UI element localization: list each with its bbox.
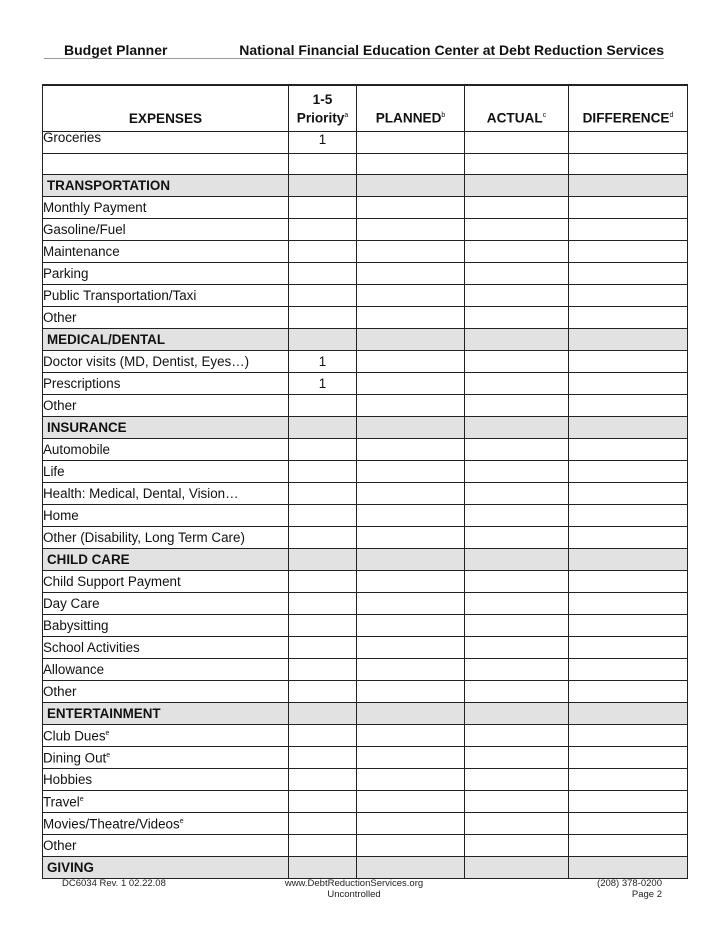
priority-cell[interactable] (289, 241, 357, 263)
expense-label (43, 154, 289, 175)
difference-cell[interactable] (569, 263, 688, 285)
actual-cell[interactable] (465, 659, 569, 681)
expense-label-text: Other (Disability, Long Term Care) (43, 529, 245, 545)
expense-label (43, 197, 289, 219)
table-row (43, 285, 688, 307)
expense-label (43, 461, 289, 483)
difference-cell[interactable] (569, 219, 688, 241)
difference-cell[interactable] (569, 637, 688, 659)
planned-cell[interactable] (357, 813, 465, 835)
section-row (43, 703, 688, 725)
planned-cell[interactable] (357, 571, 465, 593)
difference-cell[interactable] (569, 241, 688, 263)
priority-cell (289, 703, 357, 725)
planned-cell[interactable] (357, 351, 465, 373)
priority-cell (289, 549, 357, 571)
difference-cell[interactable] (569, 461, 688, 483)
planned-cell[interactable] (357, 132, 465, 154)
section-label (43, 329, 289, 351)
table-row (43, 483, 688, 505)
actual-cell[interactable] (465, 241, 569, 263)
table-row (43, 681, 688, 703)
expense-label (43, 769, 289, 791)
expense-label (43, 219, 289, 241)
priority-cell (289, 857, 357, 879)
control-status: Uncontrolled (327, 889, 381, 900)
difference-cell[interactable] (569, 483, 688, 505)
priority-cell[interactable] (289, 571, 357, 593)
planned-cell[interactable] (357, 241, 465, 263)
priority-cell[interactable]: 1 (289, 373, 357, 395)
expense-label (43, 505, 289, 527)
difference-cell[interactable] (569, 615, 688, 637)
actual-cell[interactable] (465, 373, 569, 395)
section-label (43, 417, 289, 439)
expense-label-text: Other (43, 309, 77, 325)
table-row (43, 769, 688, 791)
table-row (43, 395, 688, 417)
page-footer (58, 878, 668, 908)
table-row (43, 132, 688, 154)
planned-cell[interactable] (357, 197, 465, 219)
table-row (43, 593, 688, 615)
expense-label-text: Maintenance (43, 243, 120, 259)
table-row (43, 527, 688, 549)
planned-cell[interactable] (357, 615, 465, 637)
expense-label-text: Other (43, 397, 77, 413)
expense-label (43, 307, 289, 329)
planned-cell[interactable] (357, 593, 465, 615)
expense-label (43, 439, 289, 461)
actual-cell[interactable] (465, 747, 569, 769)
expense-label-text: Doctor visits (MD, Dentist, Eyes…) (43, 353, 250, 369)
column-header-expenses: EXPENSES (43, 85, 289, 132)
expense-label-text: Public Transportation/Taxi (43, 287, 197, 303)
actual-cell[interactable] (465, 351, 569, 373)
actual-cell[interactable] (465, 681, 569, 703)
planned-cell[interactable] (357, 439, 465, 461)
priority-cell[interactable] (289, 659, 357, 681)
priority-cell[interactable] (289, 681, 357, 703)
actual-cell (465, 329, 569, 351)
section-row (43, 417, 688, 439)
section-label (43, 549, 289, 571)
expense-label-text: Home (43, 507, 79, 523)
difference-cell[interactable] (569, 395, 688, 417)
form-revision: DC6034 Rev. 1 02.22.08 (62, 878, 166, 889)
planned-cell (357, 549, 465, 571)
table-row (43, 813, 688, 835)
table-row (43, 747, 688, 769)
difference-cell[interactable] (569, 132, 688, 154)
expense-label-text: Parking (43, 265, 89, 281)
priority-cell (289, 417, 357, 439)
difference-cell (569, 703, 688, 725)
planned-cell[interactable] (357, 461, 465, 483)
priority-cell[interactable] (289, 197, 357, 219)
actual-cell[interactable] (465, 835, 569, 857)
section-row (43, 329, 688, 351)
expense-label-text: Movies/Theatre/Videos (43, 816, 180, 832)
planned-cell (357, 175, 465, 197)
expense-label-text: Monthly Payment (43, 199, 147, 215)
difference-cell[interactable] (569, 725, 688, 747)
planned-cell[interactable] (357, 681, 465, 703)
planned-cell (357, 857, 465, 879)
difference-cell[interactable] (569, 197, 688, 219)
priority-cell[interactable]: 1 (289, 132, 357, 154)
priority-cell[interactable] (289, 483, 357, 505)
planned-cell[interactable] (357, 373, 465, 395)
actual-cell[interactable] (465, 395, 569, 417)
priority-cell[interactable] (289, 263, 357, 285)
expense-label-text: Life (43, 463, 65, 479)
priority-cell[interactable] (289, 439, 357, 461)
actual-cell[interactable] (465, 439, 569, 461)
actual-cell[interactable] (465, 637, 569, 659)
expense-label-text: Hobbies (43, 771, 93, 787)
section-row (43, 857, 688, 879)
table-body (43, 132, 688, 879)
table-row (43, 659, 688, 681)
planned-cell (357, 329, 465, 351)
expense-label (43, 791, 289, 813)
priority-cell (289, 175, 357, 197)
section-label (43, 703, 289, 725)
table-row (43, 351, 688, 373)
planned-cell[interactable] (357, 395, 465, 417)
table-row (43, 219, 688, 241)
expense-label-text: Gasoline/Fuel (43, 221, 126, 237)
expense-label-text: INSURANCE (47, 419, 127, 435)
actual-cell[interactable] (465, 219, 569, 241)
planned-cell[interactable] (357, 769, 465, 791)
section-row (43, 549, 688, 571)
table-row (43, 505, 688, 527)
planned-cell (357, 703, 465, 725)
difference-cell[interactable] (569, 285, 688, 307)
priority-cell[interactable] (289, 615, 357, 637)
footnote-marker: e (179, 818, 184, 826)
planned-cell[interactable] (357, 483, 465, 505)
column-header-difference: DIFFERENCE$^d$ (569, 85, 688, 132)
planned-cell[interactable] (357, 285, 465, 307)
priority-cell[interactable] (289, 791, 357, 813)
difference-cell[interactable] (569, 373, 688, 395)
actual-cell[interactable] (465, 154, 569, 175)
expense-label-text: School Activities (43, 639, 140, 655)
actual-cell[interactable] (465, 593, 569, 615)
actual-cell[interactable] (465, 461, 569, 483)
actual-cell[interactable] (465, 307, 569, 329)
table-row (43, 154, 688, 175)
priority-cell[interactable] (289, 527, 357, 549)
priority-cell[interactable] (289, 505, 357, 527)
table-row (43, 197, 688, 219)
actual-cell (465, 549, 569, 571)
actual-cell (465, 175, 569, 197)
planned-cell[interactable] (357, 219, 465, 241)
difference-cell (569, 329, 688, 351)
expense-label-text: ENTERTAINMENT (47, 705, 161, 721)
actual-cell[interactable] (465, 132, 569, 154)
expense-label-text: GIVING (47, 859, 94, 875)
page-number: Page 2 (631, 889, 662, 900)
footnote-marker: c (542, 112, 547, 120)
expense-label (43, 483, 289, 505)
expense-label (43, 659, 289, 681)
difference-cell[interactable] (569, 791, 688, 813)
actual-cell (465, 703, 569, 725)
footer-right (597, 878, 662, 900)
actual-cell[interactable] (465, 813, 569, 835)
table-header-row (43, 85, 688, 132)
difference-cell[interactable] (569, 593, 688, 615)
priority-cell[interactable]: 1 (289, 351, 357, 373)
expense-label (43, 527, 289, 549)
expense-label-text: Automobile (43, 441, 110, 457)
priority-cell[interactable] (289, 747, 357, 769)
priority-cell[interactable] (289, 769, 357, 791)
difference-cell[interactable] (569, 813, 688, 835)
table-row (43, 241, 688, 263)
difference-cell[interactable] (569, 659, 688, 681)
expense-label (43, 241, 289, 263)
table-row (43, 263, 688, 285)
footnote-marker: b (441, 112, 446, 120)
expense-label (43, 681, 289, 703)
priority-cell[interactable] (289, 461, 357, 483)
expense-label-text: Other (43, 683, 77, 699)
planned-cell[interactable] (357, 154, 465, 175)
expense-label (43, 813, 289, 835)
expense-label (43, 395, 289, 417)
difference-cell (569, 175, 688, 197)
difference-cell[interactable] (569, 154, 688, 175)
difference-cell[interactable] (569, 505, 688, 527)
priority-cell[interactable] (289, 637, 357, 659)
actual-cell[interactable] (465, 571, 569, 593)
table-row (43, 725, 688, 747)
priority-label: Priority (296, 111, 345, 126)
difference-cell (569, 857, 688, 879)
column-header-priority (289, 85, 357, 132)
expense-label-text: Babysitting (43, 617, 109, 633)
table-row (43, 637, 688, 659)
difference-cell[interactable] (569, 527, 688, 549)
expense-label (43, 615, 289, 637)
expense-label (43, 263, 289, 285)
expense-label-text: TRANSPORTATION (47, 177, 170, 193)
document-title: Budget Planner (64, 42, 168, 58)
difference-cell[interactable] (569, 351, 688, 373)
planned-cell[interactable] (357, 527, 465, 549)
priority-cell[interactable] (289, 395, 357, 417)
priority-cell[interactable] (289, 285, 357, 307)
expense-label-text: Travel (43, 794, 80, 810)
expense-label (43, 351, 289, 373)
planned-cell[interactable] (357, 505, 465, 527)
actual-cell[interactable] (465, 615, 569, 637)
column-header-actual: ACTUAL$^c$ (465, 85, 569, 132)
planned-cell[interactable] (357, 659, 465, 681)
table-row (43, 307, 688, 329)
budget-table (42, 84, 688, 879)
footnote-marker: a (344, 112, 349, 120)
expense-label-text: CHILD CARE (47, 551, 130, 567)
difference-cell[interactable] (569, 439, 688, 461)
organization-name: National Financial Education Center at Debt Reduction Services (239, 42, 664, 58)
actual-cell (465, 857, 569, 879)
actual-cell[interactable] (465, 197, 569, 219)
section-row (43, 175, 688, 197)
section-label (43, 857, 289, 879)
expense-label (43, 285, 289, 307)
planned-cell[interactable] (357, 637, 465, 659)
actual-cell[interactable] (465, 769, 569, 791)
actual-cell[interactable] (465, 483, 569, 505)
priority-cell[interactable] (289, 154, 357, 175)
difference-cell[interactable] (569, 307, 688, 329)
actual-cell[interactable] (465, 263, 569, 285)
table-row (43, 373, 688, 395)
table-row (43, 439, 688, 461)
priority-cell (289, 329, 357, 351)
actual-cell[interactable] (465, 527, 569, 549)
difference-cell (569, 549, 688, 571)
expense-label (43, 132, 289, 154)
expense-label (43, 725, 289, 747)
website-link[interactable]: www.DebtReductionServices.org (284, 878, 424, 889)
expense-label (43, 747, 289, 769)
planned-cell[interactable] (357, 263, 465, 285)
planned-cell[interactable] (357, 747, 465, 769)
expense-label (43, 637, 289, 659)
table-row (43, 835, 688, 857)
table-row (43, 461, 688, 483)
actual-cell[interactable] (465, 725, 569, 747)
phone-number: (208) 378-0200 (597, 878, 662, 889)
section-label (43, 175, 289, 197)
priority-cell[interactable] (289, 219, 357, 241)
expense-label (43, 835, 289, 857)
expense-label-text: Other (43, 837, 77, 853)
difference-cell[interactable] (569, 681, 688, 703)
planned-cell[interactable] (357, 307, 465, 329)
footnote-marker: e (106, 752, 111, 760)
priority-cell[interactable] (289, 725, 357, 747)
difference-cell (569, 417, 688, 439)
expense-label-text: Groceries (43, 131, 102, 145)
difference-cell[interactable] (569, 835, 688, 857)
planned-cell (357, 417, 465, 439)
table-row (43, 571, 688, 593)
actual-cell[interactable] (465, 505, 569, 527)
table-row (43, 615, 688, 637)
priority-cell[interactable] (289, 835, 357, 857)
footnote-marker: e (79, 796, 84, 804)
planned-cell[interactable] (357, 791, 465, 813)
actual-cell[interactable] (465, 285, 569, 307)
column-header-planned: PLANNED$^b$ (357, 85, 465, 132)
expense-label-text: Allowance (43, 661, 105, 677)
expense-label-text: MEDICAL/DENTAL (47, 331, 166, 347)
table-row (43, 791, 688, 813)
planned-cell[interactable] (357, 835, 465, 857)
expense-label (43, 373, 289, 395)
expense-label-text: Prescriptions (43, 375, 121, 391)
expense-label-text: Dining Out (43, 750, 107, 766)
difference-cell[interactable] (569, 747, 688, 769)
footer-center (254, 878, 454, 900)
difference-cell[interactable] (569, 571, 688, 593)
planned-cell[interactable] (357, 725, 465, 747)
priority-range: 1-5 (312, 92, 333, 108)
footnote-marker: d (669, 112, 674, 120)
footnote-marker: e (105, 730, 110, 738)
priority-cell[interactable] (289, 813, 357, 835)
expense-label-text: Day Care (43, 595, 100, 611)
priority-cell[interactable] (289, 593, 357, 615)
expense-label-text: Child Support Payment (43, 573, 181, 589)
priority-cell[interactable] (289, 307, 357, 329)
expense-label-text: Health: Medical, Dental, Vision… (43, 485, 239, 501)
expense-label-text: Club Dues (43, 728, 106, 744)
expense-label (43, 571, 289, 593)
difference-cell[interactable] (569, 769, 688, 791)
actual-cell[interactable] (465, 791, 569, 813)
expense-label (43, 593, 289, 615)
page-header (44, 36, 664, 59)
actual-cell (465, 417, 569, 439)
